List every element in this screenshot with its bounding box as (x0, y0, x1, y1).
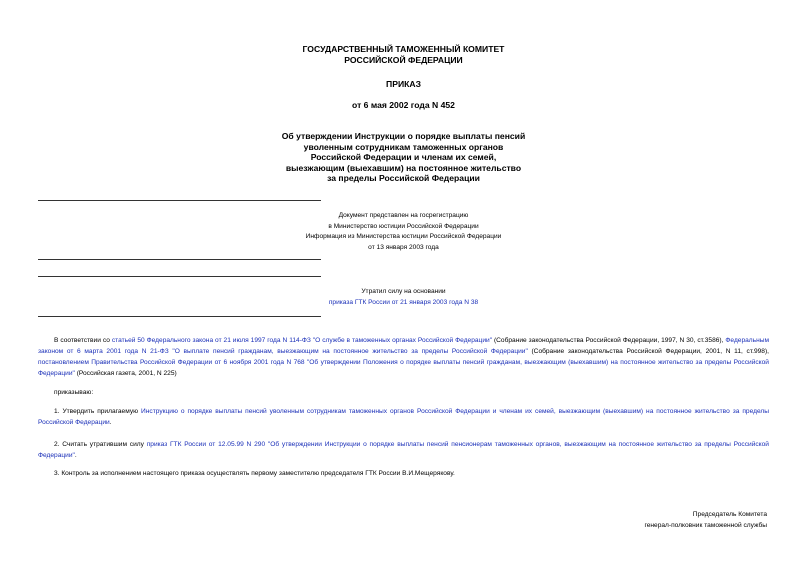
government-decree-768-link[interactable]: постановлением Правительства Российской Федерации от 6 ноября 2001 года N 768 "Об утверждении Положения о порядке выплаты пенсий гражданам, выезжающим (выехавшим) на постоянное жительство за пределы Российской Федерации" (38, 359, 769, 377)
text: (Собрание законодательства Российской Федерации, 1997, N 30, ст.3586), (492, 337, 726, 344)
text: 1. Утвердить прилагаемую (54, 408, 142, 415)
registration-line-3: Информация из Министерства юстиции Российской Федерации (305, 233, 502, 241)
subject-line: уволенным сотрудникам таможенных органов (303, 141, 504, 152)
doc-type: ПРИКАЗ (386, 79, 421, 89)
divider (38, 276, 321, 277)
registration-line-1: Документ представлен на госрегистрацию (338, 212, 469, 219)
text: В соответствии со (54, 337, 112, 344)
item-3-paragraph: 3. Контроль за исполнением настоящего приказа осуществлять первому заместителю председателя ГТК России В.И.Мещерякову. (54, 470, 455, 477)
repeal-order-link[interactable]: приказа ГТК России от 21 января 2003 года N 38 (328, 298, 479, 306)
status-line: Утратил силу на основании (361, 288, 446, 295)
subject-line: за пределы Российской Федерации (327, 173, 480, 183)
instruction-link[interactable]: Инструкцию о порядке выплаты пенсий уволенным сотрудникам таможенных органов Российской Федерации и членам их семей, выезжающим (выехавшим) на постоянное жительство за пределы Российской Федерации (38, 408, 769, 426)
agency-line-1: ГОСУДАРСТВЕННЫЙ ТАМОЖЕННЫЙ КОМИТЕТ (302, 44, 505, 54)
subject-line: Российской Федерации и членам их семей, (310, 152, 497, 162)
registration-note (0, 211, 807, 253)
signature-line-2: генерал-полковник таможенной службы (644, 521, 767, 529)
law-114-fz-link[interactable]: статьей 50 Федерального закона от 21 июля 1997 года N 114-ФЗ "О службе в таможенных органах Российской Федерации" (111, 337, 493, 344)
status-note (0, 287, 807, 308)
registration-line-2: в Министерство юстиции Российской Федерации (328, 222, 479, 230)
order-word: приказываю: (54, 389, 94, 396)
text: (Российская газета, 2001, N 225) (74, 370, 177, 377)
subject-line: Об утверждении Инструкции о порядке выплаты пенсий (281, 131, 526, 141)
agency-line-2: РОССИЙСКОЙ ФЕДЕРАЦИИ (344, 54, 463, 65)
text: . (109, 419, 112, 426)
agency-heading (0, 44, 807, 65)
signature-line-1: Председатель Комитета (692, 511, 767, 518)
law-21-fz-link[interactable]: Федеральным законом от 6 марта 2001 года N 21-ФЗ "О выплате пенсий гражданам, выезжающим на постоянное жительство за пределы Российской Федерации" (38, 337, 769, 355)
text: . (74, 452, 77, 459)
order-290-link[interactable]: приказ ГТК России от 12.05.99 N 290 "Об утверждении Инструкции о порядке выплаты пенсий пенсионерам таможенных органов, выезжающим на постоянное жительство за пределы Российской Федерации" (38, 441, 769, 459)
divider (38, 259, 321, 260)
divider (38, 200, 321, 201)
signature-block (644, 510, 767, 531)
doc-subject (0, 131, 807, 184)
divider (38, 316, 321, 317)
doc-date: от 6 мая 2002 года N 452 (352, 100, 455, 110)
item-1-paragraph (38, 406, 769, 428)
subject-line: выезжающим (выехавшим) на постоянное жительство (285, 162, 522, 173)
registration-line-4: от 13 января 2003 года (368, 243, 439, 251)
text: 2. Считать утратившим силу (54, 441, 147, 448)
preamble-paragraph (38, 335, 769, 379)
item-2-paragraph (38, 439, 769, 461)
text: (Собрание законодательства Российской Федерации, 2001, N 11, ст.998), (527, 348, 769, 355)
